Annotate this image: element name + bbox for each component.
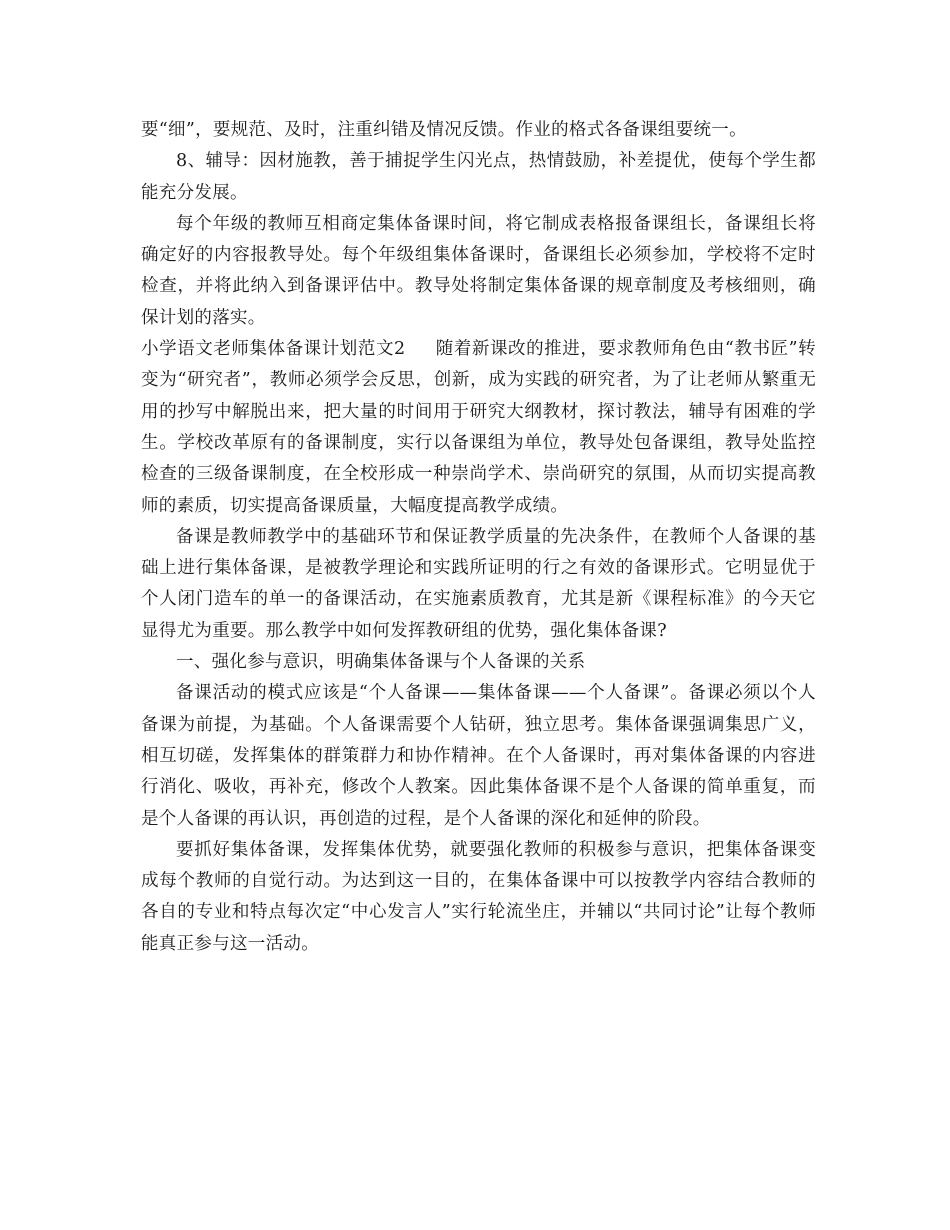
paragraph: 备课是教师教学中的基础环节和保证教学质量的先决条件，在教师个人备课的基础上进行集体备课，是被教学理论和实践所证明的行之有效的备课形式。它明显优于个人闭门造车的单一的备课活动，在实施素质教育，尤其是新《课程标准》的今天它显得尤为重要。那么教学中如何发挥教研组的优势，强化集体备课? (141, 526, 816, 641)
paragraph: 每个年级的教师互相商定集体备课时间，将它制成表格报备课组长，备课组长将确定好的内容报教导处。每个年级组集体备课时，备课组长必须参加，学校将不定时检查，并将此纳入到备课评估中。教导处将制定集体备课的规章制度及考核细则，确保计划的落实。 (141, 213, 816, 328)
paragraph: 要抓好集体备课，发挥集体优势，就要强化教师的积极参与意识，把集体备课变成每个教师的自觉行动。为达到这一目的，在集体备课中可以按教学内容结合教师的各自的专业和特点每次定“中心发言人”实行轮流坐庄，并辅以“共同讨论”让每个教师能真正参与这一活动。 (141, 839, 816, 954)
section-title: 小学语文老师集体备课计划范文2 (141, 339, 406, 360)
paragraph: 8、辅导：因材施教，善于捕捉学生闪光点，热情鼓励，补差提优，使每个学生都能充分发展。 (141, 151, 816, 203)
document-body (141, 115, 816, 960)
subheading: 一、强化参与意识，明确集体备课与个人备课的关系 (176, 652, 586, 673)
section-first-paragraph: 随着新课改的推进，要求教师角色由“教书匠”转变为“研究者”，教师必须学会反思，创新，成为实践的研究者，为了让老师从繁重无用的抄写中解脱出来，把大量的时间用于研究大纲教材，探讨教法，辅导有困难的学生。学校改革原有的备课制度，实行以备课组为单位，教导处包备课组，教导处监控检查的三级备课制度，在全校形成一种崇尚学术、崇尚研究的氛围，从而切实提高教师的素质，切实提高备课质量，大幅度提高教学成绩。 (141, 339, 816, 516)
section-intro-paragraph (141, 334, 816, 522)
paragraph: 备课活动的模式应该是“个人备课——集体备课——个人备课”。备课必须以个人备课为前提，为基础。个人备课需要个人钻研，独立思考。集体备课强调集思广义，相互切磋，发挥集体的群策群力和协作精神。在个人备课时，再对集体备课的内容进行消化、吸收，再补充，修改个人教案。因此集体备课不是个人备课的简单重复，而是个人备课的再认识，再创造的过程，是个人备课的深化和延伸的阶段。 (141, 683, 816, 829)
paragraph: 要“细”，要规范、及时，注重纠错及情况反馈。作业的格式各备课组要统一。 (141, 120, 747, 140)
